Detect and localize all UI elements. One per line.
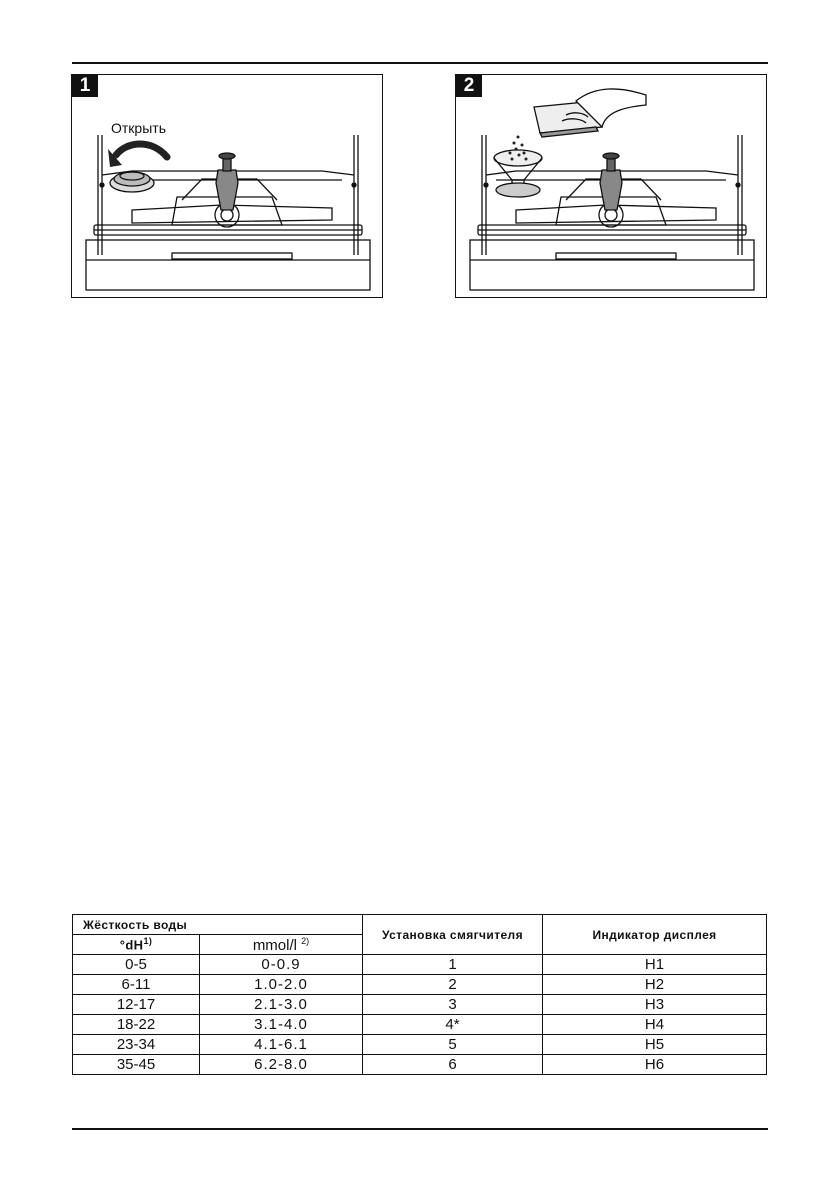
dishwasher-interior-illustration — [72, 75, 383, 298]
cell-dh: 0-5 — [73, 955, 200, 975]
table-row — [73, 995, 767, 1015]
water-hardness-header: Жёсткость воды — [73, 915, 363, 935]
dh-header: $^\circ dH^{1)}$ — [73, 935, 200, 955]
cell-mmol: 6.2-8.0 — [200, 1055, 363, 1075]
cell-mmol: 1.0-2.0 — [200, 975, 363, 995]
cell-dh: 12-17 — [73, 995, 200, 1015]
display-indicator-header: Индикатор дисплея — [543, 915, 767, 955]
cell-dh: 6-11 — [73, 975, 200, 995]
footer-rule — [72, 1128, 768, 1130]
cell-mmol: 0-0.9 — [200, 955, 363, 975]
cell-setting: 6 — [363, 1055, 543, 1075]
cell-setting: 3 — [363, 995, 543, 1015]
cell-setting: 2 — [363, 975, 543, 995]
figure-label-open: Открыть — [111, 120, 166, 136]
cell-mmol: 3.1-4.0 — [200, 1015, 363, 1035]
figure-number: 1 — [72, 75, 98, 97]
cell-display: H1 — [543, 955, 767, 975]
dishwasher-salt-fill-illustration — [456, 75, 767, 298]
figure-1-open-salt-cap — [71, 74, 383, 298]
cell-setting: 5 — [363, 1035, 543, 1055]
cell-display: H6 — [543, 1055, 767, 1075]
table-row — [73, 1035, 767, 1055]
mmol-header: mmol/l $^{2)}$ — [200, 935, 363, 955]
figure-number: 2 — [456, 75, 482, 97]
cell-dh: 23-34 — [73, 1035, 200, 1055]
cell-dh: 18-22 — [73, 1015, 200, 1035]
cell-display: H4 — [543, 1015, 767, 1035]
softener-setting-header: Установка смягчителя — [363, 915, 543, 955]
cell-mmol: 4.1-6.1 — [200, 1035, 363, 1055]
rotate-arrow-icon — [116, 144, 167, 157]
table-row — [73, 975, 767, 995]
cell-dh: 35-45 — [73, 1055, 200, 1075]
cell-display: H3 — [543, 995, 767, 1015]
table-row — [73, 1015, 767, 1035]
header-rule — [72, 62, 768, 64]
cell-display: H5 — [543, 1035, 767, 1055]
table-row — [73, 955, 767, 975]
cell-setting: 4* — [363, 1015, 543, 1035]
cell-mmol: 2.1-3.0 — [200, 995, 363, 1015]
table-row — [73, 1055, 767, 1075]
cell-display: H2 — [543, 975, 767, 995]
cell-setting: 1 — [363, 955, 543, 975]
table-header-row — [73, 915, 767, 935]
figure-2-fill-salt — [455, 74, 767, 298]
water-hardness-table — [72, 914, 767, 1075]
